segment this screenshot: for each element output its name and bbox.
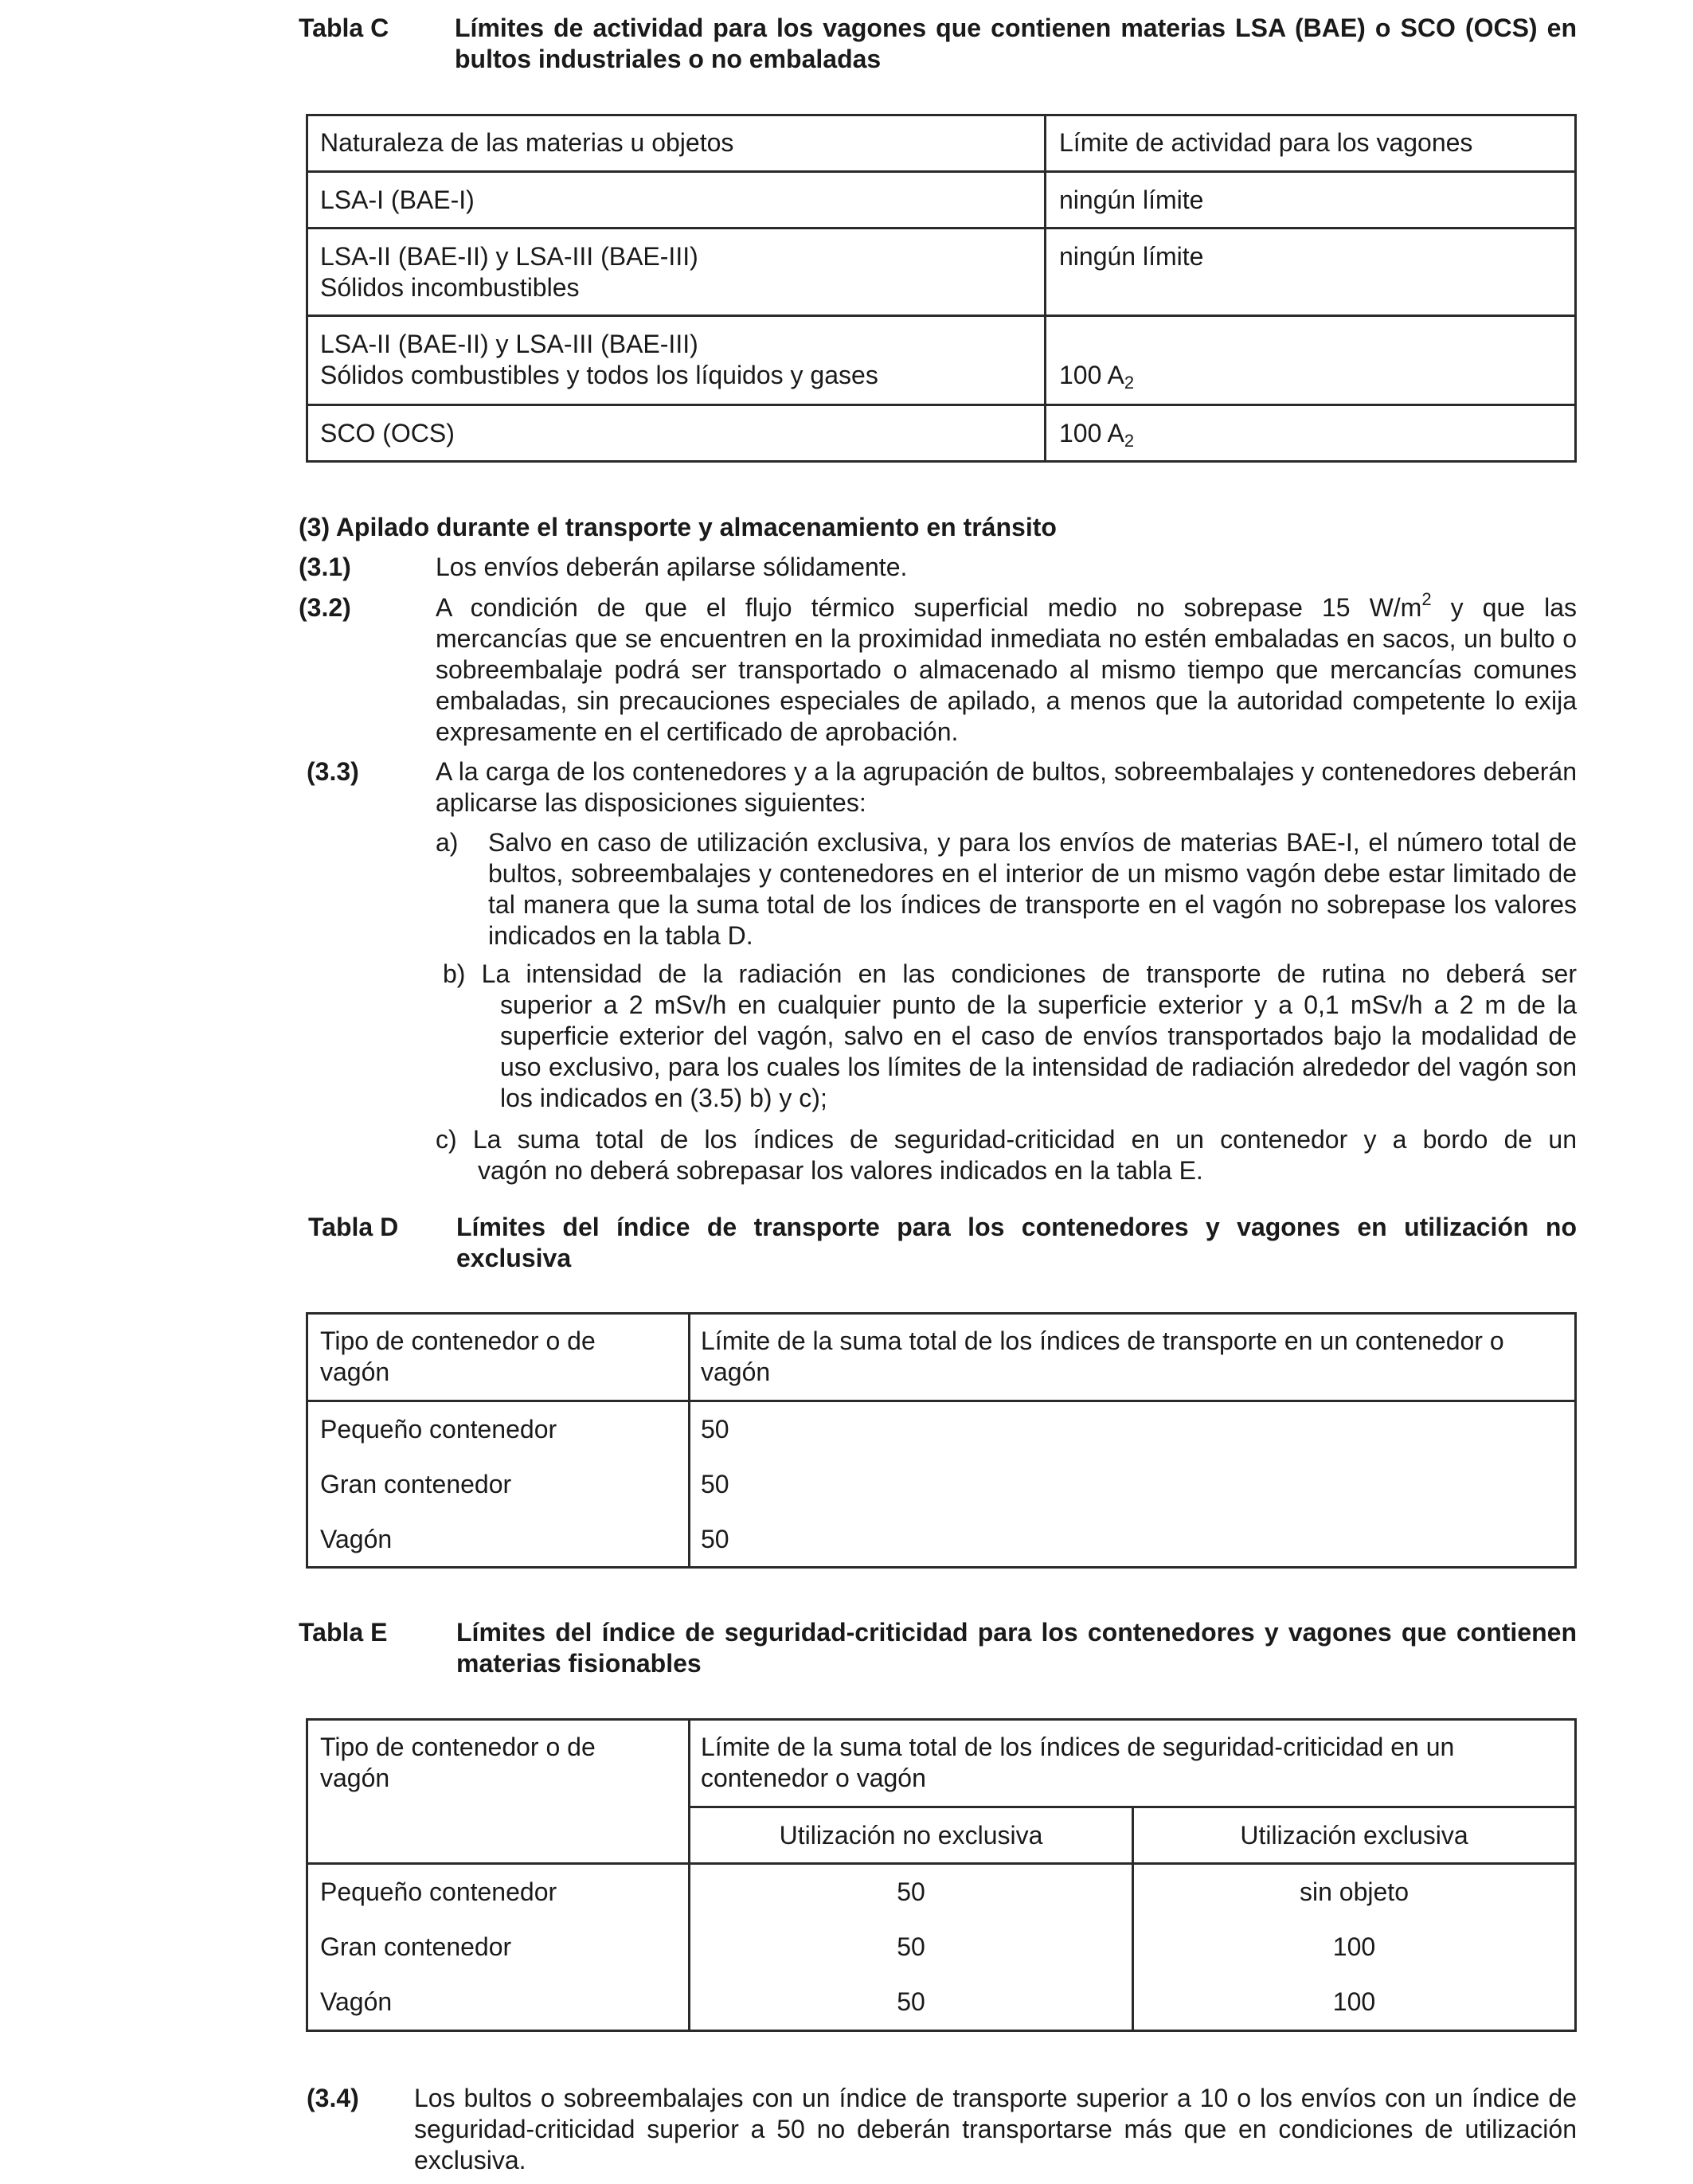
- item-c-text: vagón no deberá sobrepasar los valores indicados en la tabla E.: [478, 1156, 1203, 1185]
- table-d-header-type: Tipo de contenedor o de vagón: [320, 1326, 596, 1386]
- table-e-row1-type: Pequeño contenedor: [320, 1877, 557, 1906]
- p33-number: (3.3): [307, 757, 359, 786]
- p31-number: (3.1): [299, 553, 351, 581]
- table-c-row4-limit-value: 100 A: [1059, 419, 1124, 447]
- p32-superscript: 2: [1421, 589, 1432, 609]
- table-c-row2-limit: ningún límite: [1059, 242, 1204, 271]
- section-3-heading: (3) Apilado durante el transporte y almacenamiento en tránsito: [299, 513, 1057, 541]
- table-d-row2-value: 50: [701, 1470, 729, 1498]
- table-e-row3-type: Vagón: [320, 1987, 393, 2016]
- table-c-row3-nature-line2: Sólidos combustibles y todos los líquidos y gases: [320, 361, 878, 389]
- table-c-row4-limit: [1059, 418, 1134, 449]
- table-c-row2-nature-line1: LSA-II (BAE-II) y LSA-III (BAE-III): [320, 242, 698, 271]
- table-e-subheader-non-exclusive: Utilización no exclusiva: [779, 1821, 1043, 1850]
- item-a-text: Salvo en caso de utilización exclusiva, y para los envíos de materias BAE-I, el número total de bultos, sobreembalajes y contenedores en el interior de un mismo vagón debe estar limitado de tal manera que la suma total de los índices de transporte en el vagón no sobrepase los valores indicados en la tabla D.: [488, 828, 1577, 950]
- table-c-label: Tabla C: [299, 14, 389, 42]
- p31-text: Los envíos deberán apilarse sólidamente.: [436, 553, 908, 581]
- table-c-row4-nature: SCO (OCS): [320, 419, 455, 447]
- table-e-row1-exclusive: sin objeto: [1300, 1877, 1409, 1906]
- table-e-row2-exclusive: 100: [1332, 1932, 1376, 1961]
- table-d-row1-type: Pequeño contenedor: [320, 1415, 557, 1444]
- table-e-row2-non-exclusive: 50: [897, 1932, 925, 1961]
- table-e-row2-type: Gran contenedor: [320, 1932, 512, 1961]
- table-c-row4-limit-sub: 2: [1124, 431, 1135, 451]
- table-c-row2-nature-line2: Sólidos incombustibles: [320, 273, 580, 302]
- table-d-row3-value: 50: [701, 1525, 729, 1553]
- item-a-label: a): [436, 828, 459, 857]
- table-c-row3-limit-value: 100 A: [1059, 361, 1124, 389]
- table-e-label: Tabla E: [299, 1618, 388, 1647]
- p33-text: A la carga de los contenedores y a la agrupación de bultos, sobreembalajes y contenedores deberán aplicarse las disposiciones siguientes:: [436, 757, 1577, 817]
- table-c-row2-nature: [320, 241, 698, 303]
- table-e-title: Límites del índice de seguridad-criticidad para los contenedores y vagones que contienen materias fisionables: [456, 1618, 1577, 1678]
- p32-text: mercancías que se encuentren en la proximidad inmediata no estén embaladas en sacos, un bulto o sobreembalaje podrá ser transportado o almacenado al mismo tiempo que mercancías comunes embaladas, sin precauciones especiales de apilado, a menos que la autoridad competente lo exija expresamente en el certificado de aprobación.: [436, 624, 1577, 746]
- table-d-label: Tabla D: [308, 1213, 399, 1241]
- table-e-subheader-exclusive: Utilización exclusiva: [1240, 1821, 1468, 1850]
- item-b-text: superior a 2 mSv/h en cualquier punto de la superficie exterior y a 0,1 mSv/h a 2 m de la superficie exterior del vagón, salvo en el caso de envíos transportados bajo la modalidad de uso exclusivo, para los cuales los límites de la intensidad de radiación alrededor del vagón son los indicados en (3.5) b) y c);: [500, 990, 1577, 1112]
- table-c-row3-nature: [320, 329, 878, 391]
- table-c-row3-limit-sub: 2: [1124, 373, 1135, 393]
- table-c-title: Límites de actividad para los vagones que contienen materias LSA (BAE) o SCO (OCS) en bultos industriales o no embaladas: [455, 14, 1577, 73]
- p32-number: (3.2): [299, 593, 351, 622]
- table-e-row1-non-exclusive: 50: [897, 1877, 925, 1906]
- p32-line1: [436, 589, 1578, 623]
- table-c-row3-nature-line1: LSA-II (BAE-II) y LSA-III (BAE-III): [320, 330, 698, 358]
- table-d-row1-value: 50: [701, 1415, 729, 1444]
- table-d-header-limit: Límite de la suma total de los índices de transporte en un contenedor o vagón: [701, 1326, 1504, 1386]
- p34-text: Los bultos o sobreembalajes con un índice de transporte superior a 10 o los envíos con un índice de seguridad-criticidad superior a 50 no deberán transportarse más que en condiciones de utilización exclusiva.: [414, 2084, 1577, 2174]
- item-b-line1: b) La intensidad de la radiación en las condiciones de transporte de rutina no deberá ser: [443, 959, 1577, 988]
- table-c-header-nature: Naturaleza de las materias u objetos: [320, 128, 734, 157]
- p32-line1-tail: y que las: [1431, 593, 1578, 622]
- table-d-row2-type: Gran contenedor: [320, 1470, 512, 1498]
- p32-line1-text: A condición de que el flujo térmico superficial medio no sobrepase 15 W/m: [436, 593, 1422, 622]
- table-d-row3-type: Vagón: [320, 1525, 393, 1553]
- table-e-row3-exclusive: 100: [1332, 1987, 1376, 2016]
- table-e-header-type: Tipo de contenedor o de vagón: [320, 1733, 596, 1792]
- table-c-row1-nature: LSA-I (BAE-I): [320, 186, 475, 214]
- table-e-row3-non-exclusive: 50: [897, 1987, 925, 2016]
- table-c-row1-limit: ningún límite: [1059, 186, 1204, 214]
- table-e-header-limit: Límite de la suma total de los índices de seguridad-criticidad en un contenedor o vagón: [701, 1733, 1455, 1792]
- item-c-line1: c) La suma total de los índices de seguridad-criticidad en un contenedor y a bordo de un: [436, 1125, 1577, 1154]
- p34-number: (3.4): [307, 2084, 359, 2112]
- table-c-row3-limit: [1059, 360, 1134, 391]
- table-c-header-limit: Límite de actividad para los vagones: [1059, 128, 1473, 157]
- table-d-title: Límites del índice de transporte para los contenedores y vagones en utilización no exclusiva: [456, 1213, 1577, 1272]
